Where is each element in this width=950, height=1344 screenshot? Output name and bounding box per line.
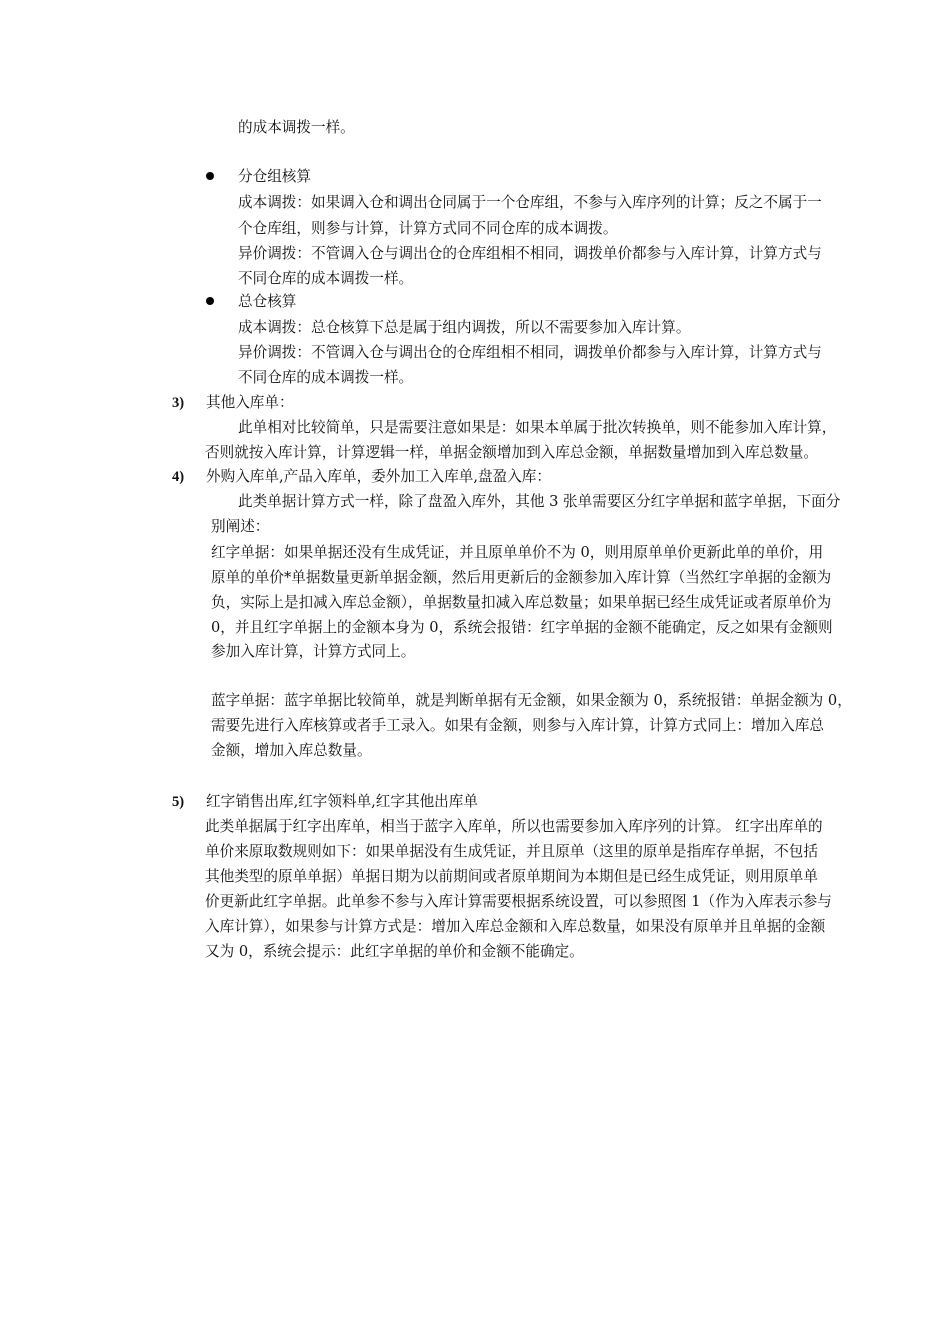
text-line: 又为 0，系统会提示：此红字单据的单价和金额不能确定。 (205, 943, 584, 960)
text-line: 需要先进行入库核算或者手工录入。如果有金额，则参与入库计算，计算方式同上：增加入库总 (211, 717, 824, 734)
text-line: 成本调拨：总仓核算下总是属于组内调拨，所以不需要参加入库计算。 (238, 319, 691, 336)
text-line: 价更新此红字单据。此单参不参与入库计算需要根据系统设置，可以参照图 1（作为入库表示参与 (205, 893, 832, 910)
section-number: 4) (172, 469, 185, 485)
text-line: 0，并且红字单据上的金额本身为 0，系统会报错：红字单据的金额不能确定，反之如果有金额则 (211, 619, 833, 636)
text-line: 原单的单价*单据数量更新单据金额，然后用更新后的金额参加入库计算（当然红字单据的金额为 (211, 569, 832, 586)
section-heading: 外购入库单,产品入库单，委外加工入库单,盘盈入库： (206, 468, 551, 485)
text-line: 红字单据：如果单据还没有生成凭证，并且原单单价不为 0，则用原单单价更新此单的单价，用 (211, 544, 824, 561)
text-line: 个仓库组，则参与计算，计算方式同不同仓库的成本调拨。 (238, 220, 618, 237)
text-line: 入库计算），如果参与计算方式是：增加入库总金额和入库总数量，如果没有原单并且单据的金额 (205, 918, 826, 935)
text-line: 不同仓库的成本调拨一样。 (238, 369, 414, 386)
text-line: 的成本调拨一样。 (238, 119, 355, 136)
section-heading: 其他入库单： (206, 394, 294, 411)
text-line: 其他类型的原单单据）单据日期为以前期间或者原单期间为本期但是已经生成凭证，则用原单单 (205, 868, 818, 885)
text-line: 成本调拨：如果调入仓和调出仓同属于一个仓库组，不参与入库序列的计算；反之不属于一 (238, 194, 822, 211)
text-line: 蓝字单据：蓝字单据比较简单，就是判断单据有无金额，如果金额为 0，系统报错：单据金额为 0， (211, 692, 852, 709)
section-number: 5) (172, 794, 185, 810)
bullet-heading: 总仓核算 (238, 293, 297, 310)
text-line: 参加入库计算，计算方式同上。 (211, 643, 416, 660)
section-number: 3) (172, 395, 185, 411)
bullet-heading: 分仓组核算 (238, 168, 311, 185)
bullet-icon (206, 172, 214, 180)
text-line: 异价调拨：不管调入仓与调出仓的仓库组相不相同，调拨单价都参与入库计算，计算方式与 (238, 344, 822, 361)
text-line: 单价来原取数规则如下：如果单据没有生成凭证，并且原单（这里的原单是指库存单据，不包括 (205, 843, 818, 860)
text-line: 否则就按入库计算，计算逻辑一样，单据金额增加到入库总金额，单据数量增加到入库总数量。 (205, 444, 818, 461)
text-line: 此类单据属于红字出库单，相当于蓝字入库单，所以也需要参加入库序列的计算。 红字出库单的 (205, 818, 823, 835)
text-line: 此类单据计算方式一样，除了盘盈入库外，其他 3 张单需要区分红字单据和蓝字单据，下面分 (238, 493, 841, 510)
text-line: 异价调拨：不管调入仓与调出仓的仓库组相不相同，调拨单价都参与入库计算，计算方式与 (238, 245, 822, 262)
section-heading: 红字销售出库,红字领料单,红字其他出库单 (206, 793, 478, 810)
text-line: 不同仓库的成本调拨一样。 (238, 270, 414, 287)
bullet-icon (206, 297, 214, 305)
text-line: 别阐述： (211, 518, 270, 535)
text-line: 此单相对比较简单，只是需要注意如果是：如果本单属于批次转换单，则不能参加入库计算， (238, 419, 837, 436)
text-line: 负，实际上是扣减入库总金额），单据数量扣减入库总数量；如果单据已经生成凭证或者原单价为 (211, 594, 832, 611)
text-line: 金额，增加入库总数量。 (211, 742, 372, 759)
